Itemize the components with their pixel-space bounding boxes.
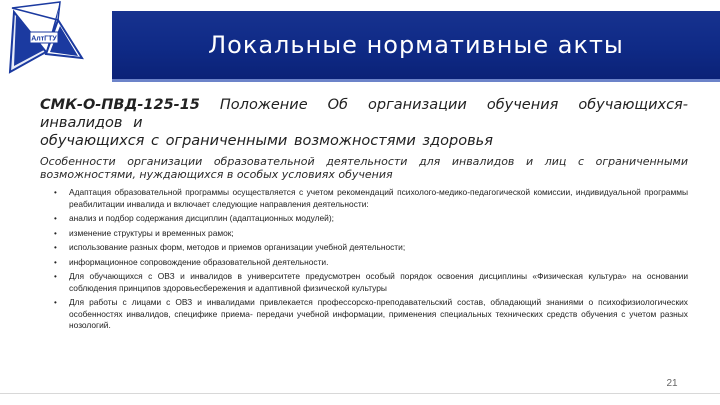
list-item (40, 213, 688, 225)
list-item (40, 228, 688, 240)
page-title: Локальные нормативные акты (208, 31, 624, 59)
document-title-line1: Положение Об организации обучения обучающихся-инвалидов и (40, 97, 689, 131)
document-subtitle: Особенности организации образовательной деятельности для инвалидов и лиц с ограниченными возможностями, нуждающихся в особых условиях обучения (40, 155, 688, 181)
list-item (40, 257, 688, 269)
list-item (40, 242, 688, 254)
header-accent-line (112, 79, 720, 82)
document-title-line2: обучающихся с ограниченными возможностями здоровья (40, 133, 493, 149)
page-number: 21 (666, 378, 678, 389)
bullet-icon: • (54, 228, 57, 238)
list-item (40, 271, 688, 294)
logo-emblem-icon (0, 0, 120, 80)
document-code: СМК-О-ПВД-125-15 (40, 97, 200, 113)
logo-text: АлтГТУ (31, 35, 57, 43)
document-title (40, 96, 688, 150)
list-item-text: анализ и подбор содержания дисциплин (адаптационных модулей); (69, 213, 334, 223)
bullet-icon: • (54, 188, 57, 197)
list-item-text: Для обучающихся с ОВЗ и инвалидов в университете предусмотрен особый порядок освоения дисциплины «Физическая культура» на основании соблюдения принципов здоровьесбережения и адаптивной физической культуры (69, 271, 688, 293)
list-item-text: информационное сопровождение образовательной деятельности. (69, 256, 329, 267)
bullet-list (40, 187, 688, 332)
slide-content (40, 96, 688, 335)
bullet-icon: • (54, 257, 57, 267)
university-logo (0, 0, 120, 80)
bullet-icon: • (54, 214, 57, 223)
bullet-icon: • (54, 243, 57, 252)
list-item-text: использование разных форм, методов и приемов организации учебной деятельности; (69, 242, 406, 252)
list-item (40, 187, 688, 210)
bullet-icon: • (54, 272, 57, 281)
list-item-text: Адаптация образовательной программы осуществляется с учетом рекомендаций психолого-медико-педагогической комиссии, индивидуальной программы реабилитации инвалида и включает следующие направления деятельности: (69, 187, 688, 209)
list-item (40, 297, 688, 332)
footer-divider (0, 393, 720, 394)
list-item-text: изменение структуры и временных рамок; (69, 227, 234, 238)
list-item-text: Для работы с лицами с ОВЗ и инвалидами привлекается профессорско-преподавательский состав, обладающий знаниями о психофизиологических особенностях инвалидов, специфике приема- передачи учебной информации, применения специальных технических средств обучения с учетом разных нозологий. (69, 297, 688, 330)
bullet-icon: • (54, 298, 57, 307)
